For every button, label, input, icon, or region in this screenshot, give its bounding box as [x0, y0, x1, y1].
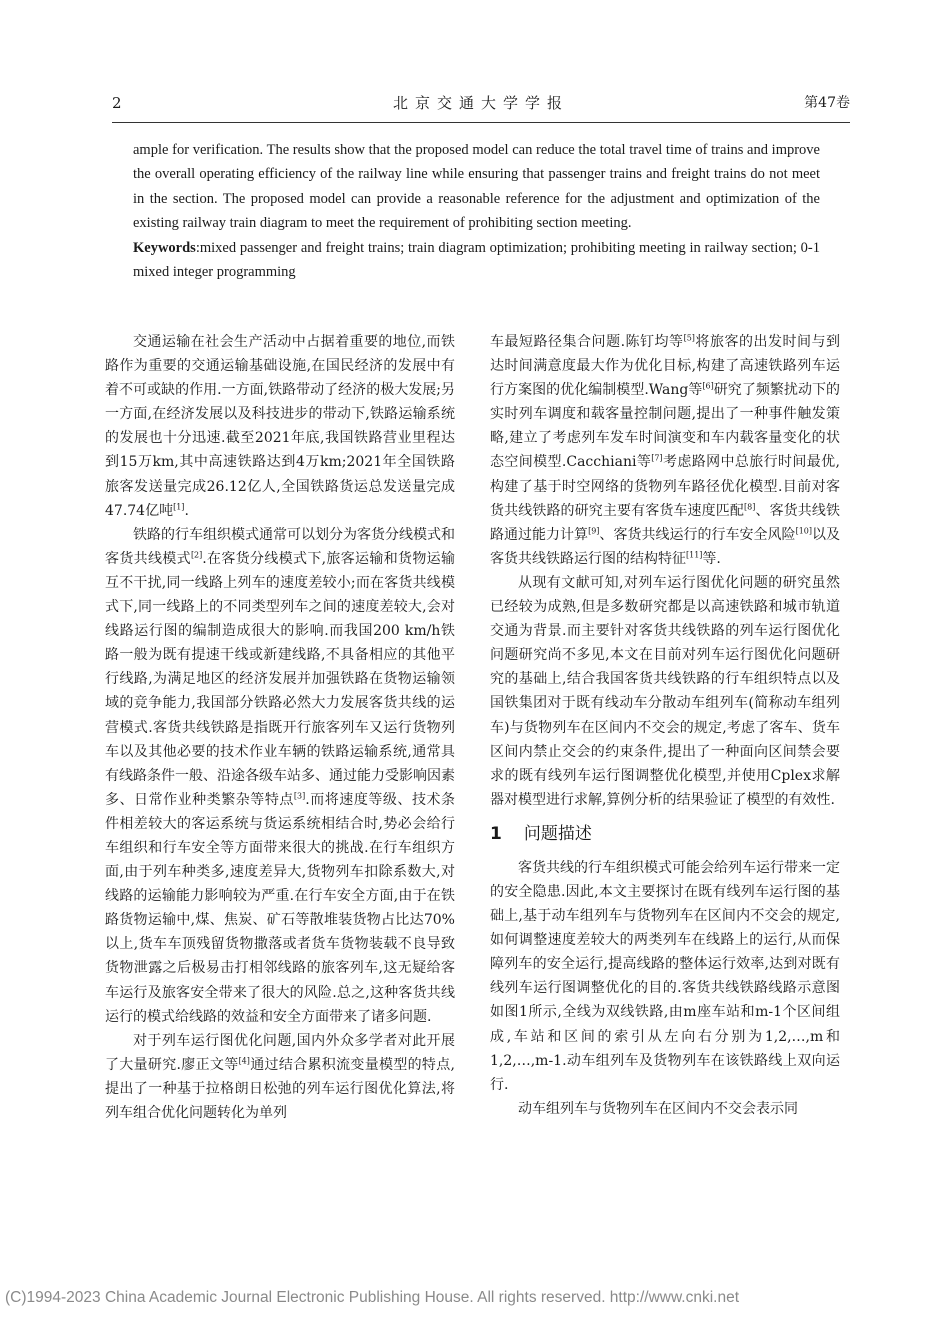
text-run: .在客货分线模式下,旅客运输和货物运输互不干扰,同一线路上列车的速度差较小;而在客货共线模式下,同一线路上的不同类型列车之间的速度差较大,会对线路运行图的编制造成很大的影响.而我国200 km/h铁路一般为既有提速干线或新建线路,不具备相应的其他平行线路,为满足地区的经济发展并加强铁路在货物运输领域的竞争能力,我国部分铁路必然大力发展客货共线的运营模式.客货共线铁路是指既开行旅客列车又运行货物列车以及其他必要的技术作业车辆的铁路运输系统,通常具有线路条件一般、沿途各级车站多、通过能力受影响因素多、日常作业种类繁杂等特点	[105, 550, 455, 808]
text-run: 铁路的行车组织模式通常可以划分为客货分线模式和客货共线模式	[105, 526, 455, 567]
citation-link[interactable]: [3]	[293, 791, 306, 801]
left-column	[105, 330, 455, 1125]
keywords-label: Keywords	[133, 239, 196, 256]
text-run: 、客货共线运行的行车安全风险	[599, 526, 796, 543]
text-run: 研究了频繁扰动下的实时列车调度和载客量控制问题,提出了一种事件触发策略,建立了考虑列车发车时间演变和车内载客量变化的状态空间模型.Cacchiani等	[490, 382, 841, 471]
citation-link[interactable]: [11]	[686, 550, 703, 560]
text-run: 考虑路网中总旅行时间最优,构建了基于时空网络的货物列车路径优化模型.目前对客货共线铁路的研究主要有客货车速度匹配	[490, 454, 840, 519]
citation-link[interactable]: [6]	[702, 381, 714, 391]
keywords-text: mixed passenger and freight trains; train diagram optimization; prohibiting meeting in railway section; 0-1 mixed integer programming	[133, 239, 820, 281]
text-run: 通过结合累积流变量模型的特点,提出了一种基于拉格朗日松弛的列车运行图优化算法,将列车组合优化问题转化为单列	[105, 1056, 456, 1121]
section-title-text: 问题描述	[523, 823, 592, 844]
text-run: .	[184, 502, 189, 519]
paragraph	[105, 1029, 455, 1125]
paragraph: 从现有文献可知,对列车运行图优化问题的研究虽然已经较为成熟,但是多数研究都是以高速铁路和城市轨道交通为背景.而主要针对客货共线铁路的列车运行图优化问题研究尚不多见,本文在目前对列车运行图优化问题研究的基础上,结合我国客货共线铁路的行车组织特点以及国铁集团对于既有线动车分散动车组列车(简称动车组列车)与货物列车在区间内不交会的规定,考虑了客车、货车区间内禁止交会的约束条件,提出了一种面向区间禁会要求的既有线列车运行图调整优化模型,并使用Cplex求解器对模型进行求解,算例分析的结果验证了模型的有效性.	[490, 574, 840, 808]
paragraph	[105, 523, 455, 1029]
text-run: 交通运输在社会生产活动中占据着重要的地位,而铁路作为重要的交通运输基础设施,在国民经济的发展中有着不可或缺的作用.一方面,铁路带动了经济的极大发展;另一方面,在经济发展以及科技进步的带动下,铁路运输系统的发展也十分迅速.截至2021年底,我国铁路营业里程达到15万km,其中高速铁路达到4万km;2021年全国铁路旅客发送量完成26.12亿人,全国铁路货运总发送量完成47.74亿吨	[105, 334, 455, 519]
citation-link[interactable]: [5]	[683, 333, 695, 343]
right-column	[490, 330, 840, 1121]
paragraph	[490, 330, 840, 571]
citation-link[interactable]: [1]	[173, 502, 185, 511]
text-run: .而将速度等级、技术条件相差较大的客运系统与货运系统相结合时,势必会给行车组织和行车安全等方面带来很大的挑战.在行车组织方面,由于列车种类多,速度差异大,货物列车扣除系数大,对线路的运输能力影响较为严重.在行车安全方面,由于在铁路货物运输中,煤、焦炭、矿石等散堆装货物占比达70%以上,货车车顶残留货物撒落或者货车货物装载不良导致货物泄露之后极易击打相邻线路的旅客列车,这无疑给客车运行及旅客安全带来了很大的风险.总之,这种客货共线运行的模式给线路的效益和安全方面带来了诸多问题.	[105, 791, 456, 1025]
page-number: 2	[112, 94, 122, 112]
citation-link[interactable]: [7]	[651, 453, 663, 463]
paragraph: 客货共线的行车组织模式可能会给列车运行带来一定的安全隐患.因此,本文主要探讨在既有线列车运行图的基础上,基于动车组列车与货物列车在区间内不交会的规定,如何调整速度差较大的两类列车在线路上的运行,从而保障列车的安全运行,提高线路的整体运行效率,达到对既有线列车运行图调整优化的目的.客货共线铁路线路示意图如图1所示,全线为双线铁路,由m座车站和m-1个区间组成,车站和区间的索引从左向右分别为1,2,…,m和1,2,…,m-1.动车组列车及货物列车在该铁路线上双向运行.	[490, 859, 840, 1093]
text-run: 对于列车运行图优化问题,国内外众多学者对此开展了大量研究.廖正文等	[105, 1032, 455, 1073]
copyright-footer: (C)1994-2023 China Academic Journal Electronic Publishing House. All rights reserved. http://www.cnki.net	[5, 1289, 740, 1306]
volume-label: 第47卷	[804, 95, 850, 111]
text-run: 等.	[702, 550, 721, 567]
citation-link[interactable]: [10]	[795, 526, 812, 536]
text-run: 以及客货共线铁路运行图的结构特征	[490, 526, 841, 567]
paragraph: 动车组列车与货物列车在区间内不交会表示同	[518, 1100, 798, 1117]
text-run: 车最短路径集合问题.陈钉均等	[490, 334, 684, 350]
citation-link[interactable]: [9]	[588, 526, 600, 536]
citation-link[interactable]: [4]	[238, 1056, 250, 1066]
text-run: 、客货共线铁路通过能力计算	[490, 502, 841, 543]
abstract-text: ample for verification. The results show that the proposed model can reduce the total travel time of trains and improve the overall operating efficiency of the railway line while ensuring that passenger trains and freight trains do not meet in the section. The proposed model can provide a reasonable reference for the adjustment and optimization of the existing railway train diagram to meet the requirement of prohibiting section meeting.	[133, 142, 820, 232]
journal-title: 北京交通大学学报	[392, 94, 569, 112]
section-heading	[490, 822, 840, 846]
running-header	[112, 88, 850, 118]
keywords-line	[133, 236, 820, 285]
paragraph	[105, 330, 455, 523]
text-run: 将旅客的出发时间与到达时间满意度最大作为优化目标,构建了高速铁路列车运行方案图的优化编制模型.Wang等	[490, 334, 841, 399]
section-number: 1	[490, 823, 502, 844]
citation-link[interactable]: [8]	[744, 502, 756, 511]
header-divider	[112, 122, 850, 123]
keywords-separator: :	[195, 239, 200, 256]
english-abstract	[133, 138, 820, 284]
citation-link[interactable]: [2]	[190, 550, 203, 560]
